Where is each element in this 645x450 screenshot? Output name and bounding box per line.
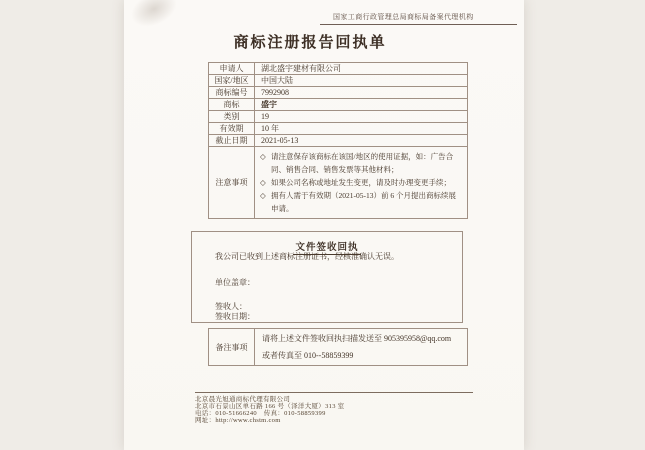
row-value: 2021-05-13	[255, 135, 468, 147]
agency-footer	[195, 392, 473, 424]
footer-address: 北京市石景山区单石路 166 号（泽洋大厦）313 室	[195, 402, 345, 410]
row-label: 截止日期	[209, 135, 255, 147]
table-row-deadline	[209, 135, 468, 147]
remarks-row	[209, 329, 468, 366]
diamond-bullet-icon: ◇	[260, 152, 266, 161]
row-value: 湖北盛宇建材有限公司	[255, 63, 468, 75]
footer-phone-fax: 电话：010-51666240 传真：010-58859399	[195, 409, 326, 417]
agency-note: 国家工商行政管理总局商标局备案代理机构	[320, 12, 517, 25]
remarks-table	[208, 328, 468, 366]
remark-line-email: 请将上述文件签收回执扫描发送至 905395958@qq.com	[262, 334, 452, 343]
note-text: 如果公司名称或地址发生变更，请及时办理变更手续；	[271, 178, 451, 187]
footer-company: 北京晨光旭通商标代理有限公司	[195, 395, 291, 403]
table-row-trademark-number	[209, 87, 468, 99]
row-value: 7992908	[255, 87, 468, 99]
receipt-title: 文件签收回执	[295, 243, 359, 253]
note-item	[260, 189, 463, 215]
notes-content	[255, 147, 468, 219]
row-value: 19	[255, 111, 468, 123]
note-item	[260, 176, 463, 189]
remarks-label: 备注事项	[209, 329, 255, 366]
remarks-content	[255, 329, 468, 366]
receipt-section	[191, 231, 463, 323]
info-table	[208, 62, 468, 219]
table-row-applicant	[209, 63, 468, 75]
note-text: 请注意保存该商标在该国/地区的使用证据，如：广告合同、销售合同、销售发票等其他材料；	[271, 152, 454, 174]
row-label: 类别	[209, 111, 255, 123]
note-text: 拥有人需于有效期（2021-05-13）前 6 个月提出商标续展申请。	[271, 191, 456, 213]
signer-label: 签收人：	[215, 302, 247, 311]
page-title: 商标注册报告回执单	[233, 35, 387, 51]
footer-website: 网址：http://www.chstm.com	[195, 417, 281, 425]
remark-line-fax: 或者传真至 010--58859399	[262, 351, 354, 360]
row-label: 国家/地区	[209, 75, 255, 87]
notes-label: 注意事项	[209, 147, 255, 219]
table-row-trademark	[209, 99, 468, 111]
stamp-label: 单位盖章：	[215, 278, 255, 287]
receipt-statement: 我公司已收到上述商标注册证书，经核准确认无误。	[215, 252, 399, 261]
row-label: 商标	[209, 99, 255, 111]
row-value: 中国大陆	[255, 75, 468, 87]
diamond-bullet-icon: ◇	[260, 191, 266, 200]
table-row-country	[209, 75, 468, 87]
sign-date-label: 签收日期：	[215, 312, 255, 321]
table-row-class	[209, 111, 468, 123]
row-value: 盛宇	[255, 99, 468, 111]
row-value: 10 年	[255, 123, 468, 135]
note-item	[260, 150, 463, 176]
row-label: 商标编号	[209, 87, 255, 99]
table-row-notes	[209, 147, 468, 219]
diamond-bullet-icon: ◇	[260, 178, 266, 187]
row-label: 申请人	[209, 63, 255, 75]
table-row-validity	[209, 123, 468, 135]
row-label: 有效期	[209, 123, 255, 135]
